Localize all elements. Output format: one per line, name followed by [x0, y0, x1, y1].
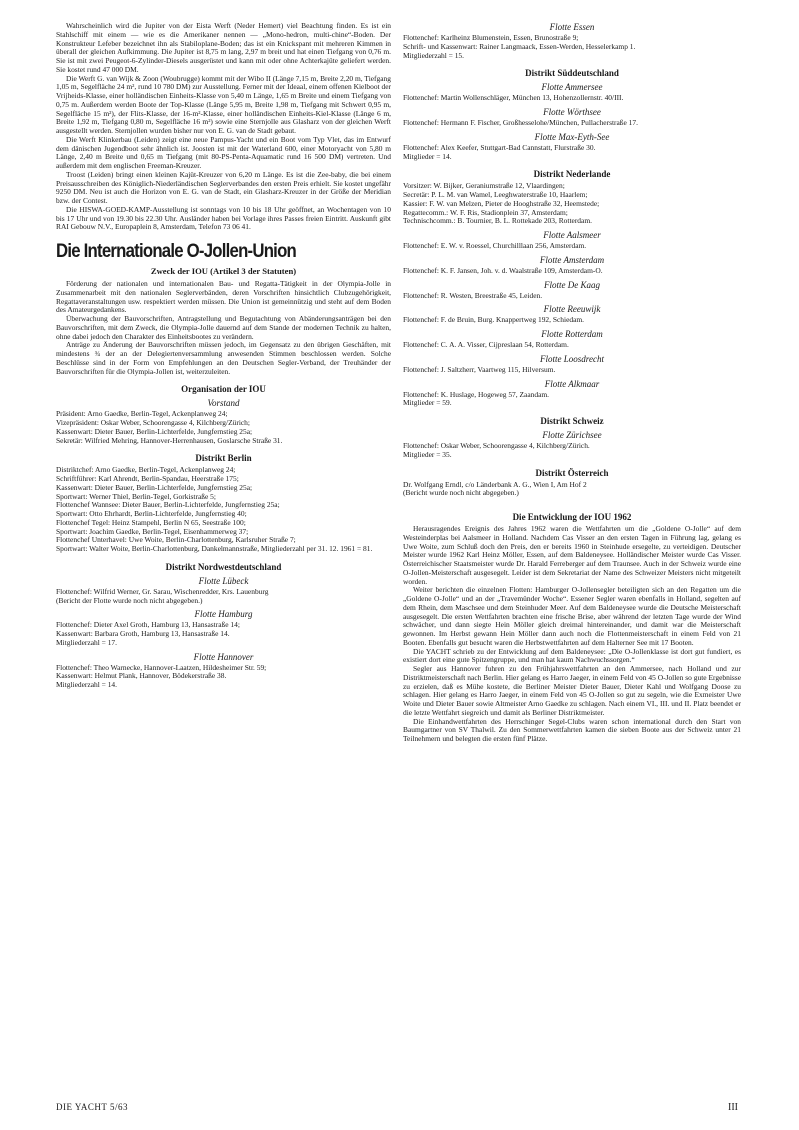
- list-item: Sekretär: Wilfried Mehring, Hannover-Herrenhausen, Goslarsche Straße 31.: [56, 435, 283, 445]
- list-item: Kassenwart: Dieter Bauer, Berlin-Lichterfelde, Jungfernstieg 25a;: [56, 482, 253, 492]
- vorstand-heading: Vorstand: [207, 398, 240, 409]
- list-item: Flottenchef: E. W. v. Roessel, Churchilllaan 256, Amsterdam.: [403, 241, 587, 250]
- list-item: Kassenwart: Barbara Groth, Hamburg 13, Hansastraße 14.: [56, 629, 230, 638]
- list-item: Flottenchef: Dieter Axel Groth, Hamburg 13, Hansastraße 14;: [56, 620, 240, 630]
- list-item: Mitglieder = 35.: [403, 449, 452, 459]
- intro-section: [56, 22, 391, 232]
- list-item: Vorsitzer: W. Bijker, Geraniumstraße 12, Vlaardingen;: [403, 181, 565, 191]
- purpose-paragraph: Anträge zu Änderung der Bauvorschriften müssen jedoch, im Gegensatz zu den übrigen Geschäften, mit mindestens ¾ der an der Delegiertenversammlung anwesenden Stimmen beschlossen werden. Solche Beschlüsse sind in der Form von Empfehlungen an den Deutschen Segler-Verband, der Treuhänder der Bauvorschriften für die Olympia-Jollen ist, weiterzuleiten.: [56, 340, 391, 376]
- distrikt-sued-heading: Distrikt Süddeutschland: [525, 68, 619, 79]
- entwicklung-paragraph: Die Einhandwettfahrten des Herrschinger Segel-Clubs waren schon international durch den Start von Baumgartner von SV Thalwil. Zu den Sommerwettfahrten kamen die sieben Boote aus der Schweiz unter 21 Teilnehmern und belegten die ersten fünf Plätze.: [403, 716, 741, 743]
- list-item: Secretär: P. L. M. van Wamel, Leeghwaterstraße 10, Haarlem;: [403, 190, 588, 199]
- list-item: Sportwart: Otto Ehrhardt, Berlin-Lichterfelde, Jungfernstieg 40;: [56, 509, 247, 518]
- intro-paragraph: Troost (Leiden) bringt einen kleinen Kajüt-Kreuzer von 6,20 m Länge. Es ist die Zee-baby, die bei einem Preisausschreiben des Königlich-Niederländischen Seglerverbandes den ersten Preis erhielt. Sie kostet ungefähr 9250 DM. Neu ist auch die Horizon von E. G. van de Stadt, ein Glasharz-Kreuzer in der Größe der Meridian bzw. der Contest.: [56, 169, 391, 205]
- flotte-loosdrecht-heading: Flotte Loosdrecht: [540, 353, 604, 364]
- article-headline: Die Internationale O-Jollen-Union: [56, 240, 297, 262]
- list-item: Kassenwart: Helmut Plank, Hannover, Bödekerstraße 38.: [56, 671, 227, 681]
- entwicklung-paragraph: Weiter berichten die einzelnen Flotten: Hamburger O-Jollensegler beteiligten sich an den Regatten um die „Goldene O-Jolle“ und an der „Travemünder Woche“. Essener Segler waren ebenfalls in Holland, segelten auf dem Rhein, dem Maschsee und dem Steinhuder Meer. Auf dem Baldeneysee wurde die Deutsche Meisterschaft ausgesegelt. Die ersten Wettfahrten brachten eine frische Brise, aber während der letzten Tage wurde der Wind schwächer, und dann siegte Hein Möller gleich dreimal hintereinander, und damit war die Meisterschaft gewonnen. Im Herbst gewann Hein Möller dann auch noch die Flottenmeisterschaft in einem Feld von 21 Booten. Ebenfalls gut besucht waren die Herbstwettfahrten auf dem Halterner See mit 17 Booten.: [403, 585, 741, 647]
- flotte-zuerich-heading: Flotte Zürichsee: [542, 430, 602, 440]
- list-item: Flottenchef: F. de Bruin, Burg. Knappertweg 192, Schiedam.: [403, 315, 585, 325]
- organisation-heading: Organisation der IOU: [181, 384, 266, 395]
- purpose-paragraph: Förderung der nationalen und internationalen Bau- und Regatta-Tätigkeit in der Olympia-Jolle in Zusammenarbeit mit den nationalen Seglerverbänden, deren Vorschriften hinsichtlich Clubzugehörigkeit, Regattaveranstaltungen usw. respektiert werden müssen. Die Union ist gemeinnützig und steht auf dem Boden des Amateurgedankens.: [56, 279, 391, 315]
- list-item: Regattecomm.: W. F. Ris, Stadionplein 37, Amsterdam;: [403, 207, 568, 217]
- list-item: Mitglieder = 14.: [403, 151, 452, 161]
- purpose-heading: Zweck der IOU (Artikel 3 der Statuten): [150, 266, 297, 276]
- entwicklung-paragraph: Die YACHT schrieb zu der Entwicklung auf dem Baldeneysee: „Die O-Jollenklasse ist dort gut fundiert, es existiert dort eine gute Spitzengruppe, und man hat kaum Nachwuchssorgen.“: [403, 646, 741, 665]
- list-item: Flottenchef: J. Saltzherr, Vaartweg 115, Hilversum.: [403, 364, 556, 374]
- vorstand-list: [56, 410, 391, 445]
- list-item: Flottenchef: Theo Warnecke, Hannover-Laatzen, Hildesheimer Str. 59;: [56, 662, 267, 672]
- entwicklung-heading: Die Entwicklung der IOU 1962: [512, 512, 632, 522]
- purpose-paragraph: Überwachung der Bauvorschriften, Antragstellung und Begutachtung von Abänderungsanträgen bei den Bauvorschriften, mit dem Zweck, die Olympia-Jolle dauernd auf dem Stande der modernen Technik zu halten, ohne dabei jedoch den Charakter des Einheitsbootes zu verändern.: [56, 314, 391, 341]
- flotte-rotterdam-heading: Flotte Rotterdam: [541, 329, 603, 339]
- list-item: (Bericht der Flotte wurde noch nicht abgegeben.): [56, 595, 203, 605]
- flotte-ammersee-heading: Flotte Ammersee: [541, 82, 603, 93]
- list-item: Präsident: Arno Gaedke, Berlin-Tegel, Ackenplanweg 24;: [56, 409, 228, 419]
- list-item: Flottenchef: R. Westen, Breestraße 45, Leiden.: [403, 290, 543, 300]
- list-item: Sportwart: Joachim Gaedke, Berlin-Tegel, Eisenhammerweg 37;: [56, 526, 249, 536]
- flotte-hannover-heading: Flotte Hannover: [193, 651, 254, 662]
- flotte-hamburg-heading: Flotte Hamburg: [194, 609, 253, 620]
- list-item: Sportwart: Walter Woite, Berlin-Charlottenburg, Dankelmannstraße, Mitgliederzahl per 31. 12. 1961 = 81.: [56, 544, 373, 553]
- list-item: (Bericht wurde noch nicht abgegeben.): [403, 488, 519, 498]
- list-item: Distriktchef: Arno Gaedke, Berlin-Tegel, Ackenplanweg 24;: [56, 465, 236, 475]
- list-item: Flottenchef: Hermann F. Fischer, Großhesselohe/München, Pullacherstraße 17.: [403, 118, 638, 127]
- list-item: Flottenchef: K. Huslage, Hogeweg 57, Zaandam.: [403, 389, 550, 399]
- distrikt-oesterreich-heading: Distrikt Österreich: [535, 467, 609, 478]
- list-item: Mitgliederzahl = 14.: [56, 680, 117, 689]
- list-item: Kassier: F. W. van Melzen, Pieter de Hooghstraße 32, Heemstede;: [403, 198, 600, 208]
- list-item: Flottenchef: Martin Wollenschläger, München 13, Hohenzollernstr. 40/III.: [403, 93, 624, 103]
- list-item: Schrift- und Kassenwart: Rainer Langmaack, Essen-Werden, Hesselerkamp 1.: [403, 41, 636, 51]
- flotte-woerthsee-heading: Flotte Wörthsee: [543, 107, 601, 117]
- distrikt-nordwest-heading: Distrikt Nordwestdeutschland: [165, 561, 282, 572]
- list-item: Flottenchef: Alex Keefer, Stuttgart-Bad Cannstatt, Flurstraße 30.: [403, 142, 596, 152]
- flotte-reeuwijk-heading: Flotte Reeuwijk: [543, 304, 601, 315]
- flotte-kaag-heading: Flotte De Kaag: [544, 279, 600, 290]
- flotte-aalsmeer-heading: Flotte Aalsmeer: [543, 230, 601, 240]
- intro-paragraph: Die Werft Klinkerbau (Leiden) zeigt eine neue Pampus-Yacht und ein Boot vom Typ Vlet, das im Entwurf dem dänischen Jugendboot sehr ähnlich ist. Joosten ist mit der Waterland 600, einer Motoryacht von 5,80 m Länge, 2,40 m Breite und 0,65 m Tiefgang (mit 80-PS-Penta-Aquamatic rund 16 500 DM) vertreten. Und außerdem mit dem englischen Freeman-Kreuzer.: [56, 134, 391, 170]
- distrikt-schweiz-heading: Distrikt Schweiz: [540, 416, 604, 426]
- list-item: Flottenchef: C. A. A. Visser, Cijpreslaan 54, Rotterdam.: [403, 340, 569, 349]
- list-item: Flottenchef Unterhavel: Uwe Woite, Berlin-Charlottenburg, Karlsruher Straße 7;: [56, 535, 296, 545]
- distrikt-nederlande-heading: Distrikt Nederlande: [533, 169, 611, 180]
- list-item: Flottenchef: Wilfrid Werner, Gr. Sarau, Wischenredder, Krs. Lauenburg: [56, 586, 269, 596]
- list-item: Technischcomm.: B. Tournier, B. L. Rottekade 203, Rotterdam.: [403, 216, 592, 226]
- list-item: Vizepräsident: Oskar Weber, Schoorengasse 4, Kilchberg/Zürich;: [56, 418, 250, 427]
- list-item: Flottenchef: Karlheinz Blumenstein, Essen, Brunostraße 9;: [403, 33, 579, 42]
- flotte-maxeyth-heading: Flotte Max-Eyth-See: [534, 131, 610, 142]
- list-item: Flottenchef Wannsee: Dieter Bauer, Berlin-Lichterfelde, Jungfernstieg 25a;: [56, 500, 280, 510]
- list-item: Sportwart: Werner Thiel, Berlin-Tegel, Gorkistraße 5;: [56, 491, 216, 501]
- list-item: Flottenchef: Oskar Weber, Schoorengasse 4, Kilchberg/Zürich.: [403, 441, 590, 450]
- list-item: Mitgliederzahl = 15.: [403, 50, 464, 60]
- list-item: Flottenchef Tegel: Heinz Stampehl, Berlin N 65, Seestraße 100;: [56, 517, 246, 527]
- berlin-list: [56, 466, 391, 554]
- list-item: Kassenwart: Dieter Bauer, Berlin-Lichterfelde, Jungfernstieg 25a;: [56, 426, 253, 436]
- list-item: Flottenchef: K. F. Jansen, Joh. v. d. Waalstraße 109, Amsterdam-O.: [403, 265, 603, 275]
- list-item: Mitglieder = 59.: [403, 398, 452, 408]
- intro-paragraph: Die HISWA-GOED-KAMP-Ausstellung ist sonntags von 10 bis 18 Uhr geöffnet, an Wochentagen von 10 bis 17 Uhr und von 19.30 bis 22.30 Uhr. Ausländer haben bei Vorlage ihres Passes freien Eintritt. Auskunft gibt RAI Gebouw N.V., Europaplein 8, Amsterdam, Telefon 73 06 41.: [56, 204, 391, 232]
- intro-paragraph: Die Werft G. van Wijk & Zoon (Woubrugge) kommt mit der Wibo II (Länge 7,15 m, Breite 2,20 m, Tiefgang 1,05 m, Segelfläche 24 m², rund 10 780 DM) zur Ausstellung. Ferner mit der Ideaal, einem offenen Kielboot der Vrijheids-Klasse, einer holländischen Einheits-Klasse von 5,40 m Länge, 1,65 m Breite und einem Tiefgang von 0,75 m. Außerdem werden Boote der Top-Klasse (Länge 5,95 m, Breite 1,98 m, Tiefgang mit Schwert 0,95 m, Segelfläche 15 m²), der Flits-Klasse, der 16-m²-Klasse, einer holländischen Einheits-Kiel-Klasse (Länge 6 m, Breite 1,92 m, Tiefgang 0,80 m, Segelfläche 16 m²) sowie eine Sternjolle aus Glasharz von der gleichen Werft ausgestellt werden. Sternjollen wurden bisher nur von E. G. van de Stadt gebaut.: [56, 73, 391, 135]
- list-item: Dr. Wolfgang Erndl, c/o Länderbank A. G., Wien I, Am Hof 2: [403, 479, 587, 489]
- right-column: [403, 22, 741, 744]
- flotte-luebeck-heading: Flotte Lübeck: [198, 575, 249, 586]
- flotte-amsterdam-heading: Flotte Amsterdam: [539, 254, 605, 265]
- list-item: Mitgliederzahl = 17.: [56, 637, 117, 647]
- entwicklung-paragraph: Segler aus Hannover fuhren zu den Frühjahrswettfahrten an den Ammersee, nach Holland und zur Distriktmeisterschaft nach Berlin. Hier gelang es Harro Jaeger, in einem Feld von 45 O-Jollen so gute Ergebnisse zu erzielen, daß es Mühe kostete, die Berliner Meister Dieter Bauer, Dieter Kahl und Wolfgang Doose zu schlagen. Hier gelang es Harro Jaeger, in einem Feld von 45 O-Jollen so gut zu segeln, wie die Exmeister Uwe Woite und Dieter Bauer sowie Altmeister Arno Gaedke zu schlagen. Nach einem VI., III. und II. Platz beendet er die letzte Wettfahrt siegreich und damit als Berliner Distriktmeister.: [403, 664, 741, 717]
- list-item: Schriftführer: Karl Ahrendt, Berlin-Spandau, Heerstraße 175;: [56, 474, 239, 483]
- footer-page-number: III: [728, 1102, 738, 1113]
- flotte-essen-heading: Flotte Essen: [549, 22, 595, 32]
- distrikt-berlin-heading: Distrikt Berlin: [195, 453, 252, 464]
- flotte-alkmaar-heading: Flotte Alkmaar: [544, 378, 600, 389]
- footer-magazine-issue: DIE YACHT 5/63: [56, 1102, 128, 1112]
- left-column: [56, 22, 391, 690]
- entwicklung-paragraph: Herausragendes Ereignis des Jahres 1962 waren die Wettfahrten um die „Goldene O-Jolle“ auf dem Westeinderplas bei Aalsmeer in Holland. Nachdem Cas Visser an den ersten Tagen in Führung lag, gelang es Uwe Woite, zum Schluß doch den Preis, den er bereits 1960 in Steinhude ersegelte, zu verteidigen. Deutscher Meister wurde 1962 Karl Heinz Möller, Essen, auf dem Baldeneysee. Holländischer Meister wurde Cas Visser. Österreichischer Staatsmeister wurde Dr. Harald Ferreberger auf dem Traunsee. Auch in der Schweiz wurde eine O-Jollen-Meisterschaft ausgesegelt. Leider ist dem Sekretariat der Name des Schweizer Meisters nicht mitgeteilt worden.: [403, 524, 741, 586]
- intro-paragraph: Wahrscheinlich wird die Jupiter von der Eista Werft (Neder Hemert) viel Beachtung finden. Es ist ein Stahlschiff mit einem — wie es die Amerikaner nennen — „Mono-hedron, multi-chine“-Boden. Der Konstrukteur Lefeber bezeichnet ihn als Stabiloplane-Boden; das ist ein Knickspant mit mehreren Kimmen in überall der gleichen Aufkimmung. Die Jupiter ist 8,75 m lang, 2,97 m breit und hat einen Tiefgang von 0,76 m. Sie ist mit zwei Peugeot-6-Zylinder-Diesels ausgerüstet und kann mit oder ohne Achterkajüte geliefert werden. Sie kostet rund 47 000 DM.: [56, 21, 391, 74]
